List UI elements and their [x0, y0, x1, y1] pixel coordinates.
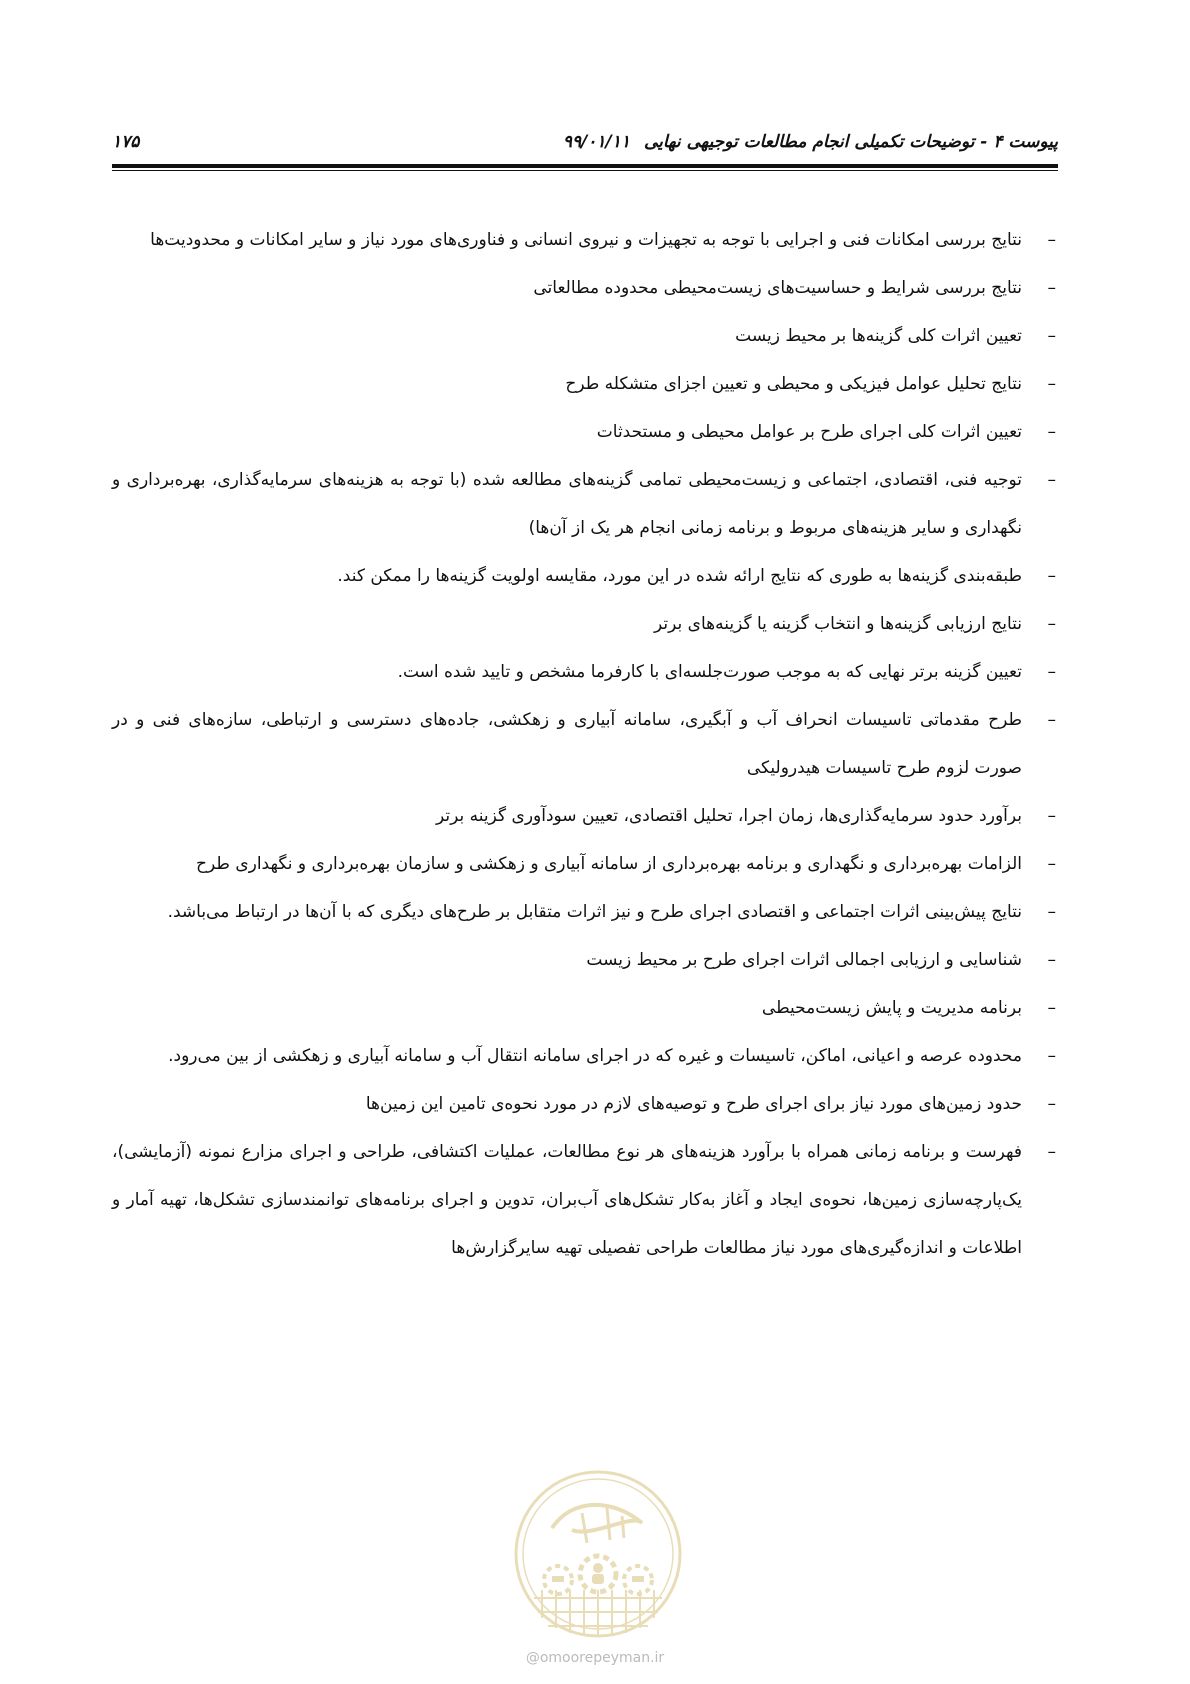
bullet-dash: –	[1047, 950, 1056, 970]
bullet-dash: –	[1047, 278, 1056, 298]
bullet-dash: –	[1047, 230, 1056, 250]
header-title	[563, 132, 1058, 152]
bullet-text: نتایج بررسی شرایط و حساسیت‌های زیست‌محیطی محدوده مطالعاتی	[533, 278, 1022, 298]
bullet-item	[112, 456, 1058, 552]
bullet-text: نتایج تحلیل عوامل فیزیکی و محیطی و تعیین اجزای متشکله طرح	[565, 374, 1022, 394]
bullet-text: طرح مقدماتی تاسیسات انحراف آب و آبگیری، سامانه آبیاری و زهکشی، جاده‌های دسترسی و ارتباطی، سازه‌های فنی و در صورت لزوم طرح تاسیسات هیدرولیکی	[112, 710, 1022, 778]
bullet-item	[112, 984, 1058, 1032]
bullet-dash: –	[1047, 566, 1056, 586]
bullet-text: برآورد حدود سرمایه‌گذاری‌ها، زمان اجرا، تحلیل اقتصادی، تعیین سودآوری گزینه برتر	[436, 806, 1022, 826]
header-date: ۹۹/۰۱/۱۱	[562, 132, 631, 152]
bullet-dash: –	[1047, 998, 1056, 1018]
header-rule-thin	[112, 170, 1058, 171]
bullet-item	[112, 312, 1058, 360]
bullet-item	[112, 264, 1058, 312]
page-header	[112, 128, 1058, 164]
bullet-dash: –	[1047, 806, 1056, 826]
bullet-item	[112, 936, 1058, 984]
bullet-text: شناسایی و ارزیابی اجمالی اثرات اجرای طرح بر محیط زیست	[586, 950, 1022, 970]
bullet-text: طبقه‌بندی گزینه‌ها به طوری که نتایج ارائه شده در این مورد، مقایسه اولویت گزینه‌ها را ممکن کند.	[337, 566, 1022, 586]
bullet-text: نتایج پیش‌بینی اثرات اجتماعی و اقتصادی اجرای طرح و نیز اثرات متقابل بر طرح‌های دیگری که با آن‌ها در ارتباط می‌باشد.	[167, 902, 1022, 922]
bullet-text: تعیین گزینه برتر نهایی که به موجب صورت‌جلسه‌ای با کارفرما مشخص و تایید شده است.	[397, 662, 1022, 682]
bullet-item	[112, 1080, 1058, 1128]
bullet-dash: –	[1047, 326, 1056, 346]
bullet-list	[112, 216, 1058, 1272]
bullet-item	[112, 408, 1058, 456]
header-rule-thick	[112, 164, 1058, 168]
bullet-dash: –	[1047, 1094, 1056, 1114]
header-title-text: پیوست ۴ - توضیحات تکمیلی انجام مطالعات توجیهی نهایی	[644, 132, 1058, 152]
bullet-item	[112, 840, 1058, 888]
bullet-dash: –	[1047, 614, 1056, 634]
bullet-dash: –	[1047, 422, 1056, 442]
bullet-item	[112, 1032, 1058, 1080]
bullet-text: نتایج ارزیابی گزینه‌ها و انتخاب گزینه یا گزینه‌های برتر	[654, 614, 1022, 634]
bullet-item	[112, 1128, 1058, 1272]
bullet-text: تعیین اثرات کلی اجرای طرح بر عوامل محیطی و مستحدثات	[596, 422, 1022, 442]
bullet-item	[112, 888, 1058, 936]
bullet-text: حدود زمین‌های مورد نیاز برای اجرای طرح و توصیه‌های لازم در مورد نحوه‌ی تامین این زمین‌ها	[365, 1094, 1022, 1114]
bullet-dash: –	[1047, 854, 1056, 874]
bullet-dash: –	[1047, 902, 1056, 922]
bullet-item	[112, 792, 1058, 840]
bullet-dash: –	[1047, 1046, 1056, 1066]
main-content	[112, 216, 1058, 1272]
bullet-item	[112, 600, 1058, 648]
watermark-website: @omoorepeyman.ir	[525, 1650, 665, 1666]
bullet-dash: –	[1047, 470, 1056, 490]
bullet-text: برنامه مدیریت و پایش زیست‌محیطی	[761, 998, 1022, 1018]
bullet-dash: –	[1047, 662, 1056, 682]
bullet-item	[112, 648, 1058, 696]
bullet-dash: –	[1047, 710, 1056, 730]
bullet-dash: –	[1047, 1142, 1056, 1162]
bullet-text: محدوده عرصه و اعیانی، اماکن، تاسیسات و غیره که در اجرای سامانه انتقال آب و سامانه آبیاری و زهکشی از بین می‌رود.	[168, 1046, 1022, 1066]
page-number: ۱۷۵	[112, 132, 140, 152]
bullet-text: تعیین اثرات کلی گزینه‌ها بر محیط زیست	[735, 326, 1022, 346]
bullet-text: فهرست و برنامه زمانی همراه با برآورد هزینه‌های هر نوع مطالعات، عملیات اکتشافی، طراحی و اجرای مزارع نمونه (آزمایشی)، یک‌پارچه‌سازی زمین‌ها، نحوه‌ی ایجاد و آغاز به‌کار تشکل‌های آب‌بران، تدوین و اجرای برنامه‌های توانمندسازی تشکل‌ها، تهیه آمار و اطلاعات و اندازه‌گیری‌های مورد نیاز مطالعات طراحی تفصیلی تهیه سایرگزارش‌ها	[112, 1142, 1022, 1258]
bullet-item	[112, 360, 1058, 408]
watermark-stamp-icon	[512, 1468, 684, 1640]
bullet-text: نتایج بررسی امکانات فنی و اجرایی با توجه به تجهیزات و نیروی انسانی و فناوری‌های مورد نیاز و سایر امکانات و محدودیت‌ها	[150, 230, 1022, 250]
bullet-item	[112, 216, 1058, 264]
bullet-item	[112, 552, 1058, 600]
bullet-text: توجیه فنی، اقتصادی، اجتماعی و زیست‌محیطی تمامی گزینه‌های مطالعه شده (با توجه به هزینه‌های سرمایه‌گذاری، بهره‌برداری و نگهداری و سایر هزینه‌های مربوط و برنامه زمانی انجام هر یک از آن‌ها)	[112, 470, 1022, 538]
bullet-item	[112, 696, 1058, 792]
bullet-text: الزامات بهره‌برداری و نگهداری و برنامه بهره‌برداری از سامانه آبیاری و زهکشی و سازمان بهره‌برداری و نگهداری طرح	[196, 854, 1022, 874]
bullet-dash: –	[1047, 374, 1056, 394]
